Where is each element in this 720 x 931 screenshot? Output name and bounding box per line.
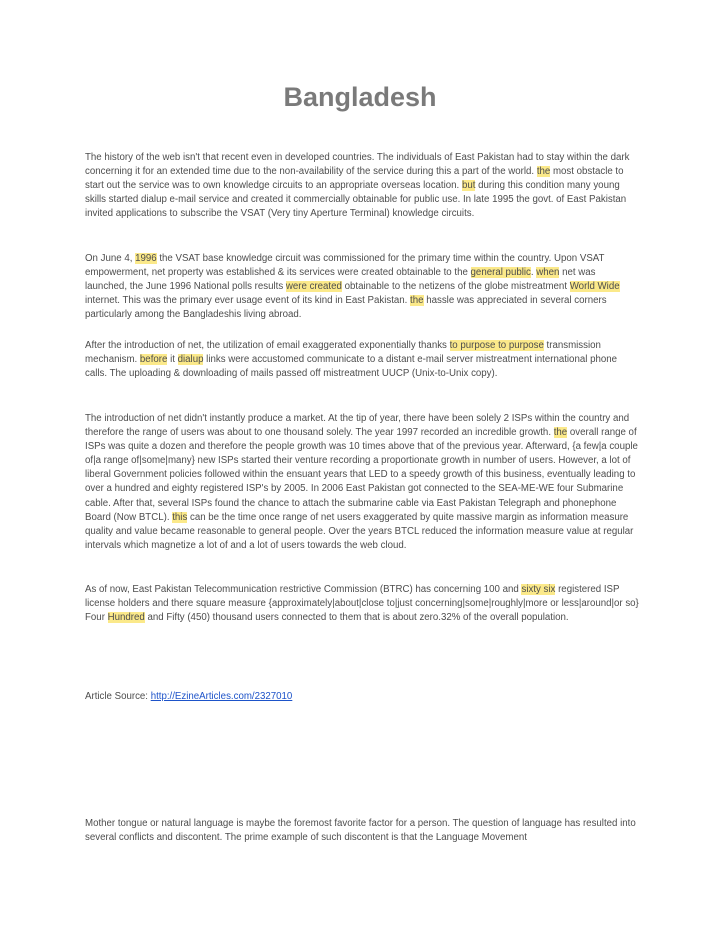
paragraph-text: The history of the web isn't that recent even in developed countries. The individuals of East Pakistan had to stay within the dark concerning it for an extended time due to the non-availability of the service during this a part of the world. bbox=[85, 152, 630, 178]
highlighted-phrase: but bbox=[461, 180, 476, 192]
highlighted-phrase: before bbox=[139, 354, 168, 366]
paragraph-vsat bbox=[85, 252, 640, 322]
highlighted-phrase: this bbox=[172, 511, 188, 523]
paragraph-text: transmission mechanism. bbox=[85, 340, 601, 366]
paragraph-text: during this condition many young skills started dialup e-mail service and created it commercially obtainable for public use. In late 1995 the govt. of East Pakistan invited applications to subscribe the VSAT (Very tiny Aperture Terminal) knowledge circuits. bbox=[85, 180, 627, 220]
page-title: Bangladesh bbox=[283, 82, 437, 112]
paragraph-text: On June 4, bbox=[85, 253, 136, 264]
paragraph-text: As of now, East Pakistan Telecommunication restrictive Commission (BTRC) has concerning 100 and bbox=[85, 584, 522, 595]
paragraph-text: it bbox=[167, 354, 178, 366]
paragraph-language: Mother tongue or natural language is maybe the foremost favorite factor for a person. The question of language has resulted into several conflicts and discontent. The prime example of such discontent is that the Language Movement bbox=[85, 818, 636, 844]
paragraph-market bbox=[85, 412, 640, 553]
paragraph-text: The introduction of net didn't instantly produce a market. At the tip of year, there have been solely 2 ISPs within the country and therefore the range of users was about to one thousand solely. The year 1997 recorded an incredible growth. bbox=[85, 413, 630, 439]
paragraph-text: can be the time once range of net users exaggerated by quite massive margin as information measure quality and value became reasonable to general people. Over the years BTCL reduced the information measure value at regular intervals which magnetize a lot of and a lot of users towards the web cloud. bbox=[85, 511, 634, 551]
highlighted-phrase: when bbox=[536, 267, 560, 279]
highlighted-phrase: the bbox=[410, 295, 424, 307]
highlighted-phrase: general public bbox=[470, 267, 531, 279]
article-source-link[interactable]: http://EzineArticles.com/2327010 bbox=[150, 691, 293, 702]
highlighted-phrase: 1996 bbox=[135, 253, 157, 264]
paragraph-btrc bbox=[85, 583, 640, 625]
highlighted-phrase: were created bbox=[285, 281, 342, 293]
paragraph-text: net was launched, the June 1996 National polls results bbox=[85, 267, 596, 293]
paragraph-email bbox=[85, 339, 640, 381]
paragraph-text: . bbox=[530, 267, 537, 279]
highlighted-phrase: sixty six bbox=[521, 584, 556, 595]
highlighted-phrase: the bbox=[553, 427, 568, 439]
paragraph-text: overall range of ISPs was quite a dozen and therefore the people growth was 10 times above that of the previous year. Afterward, {a few|a couple of|a range of|some|many} new ISPs started their venture recording a proportionate growth in number of users. However, a lot of liberal Government policies followed within the ensuant years that LED to a speedy growth of this business, eventually leading to over a hundred and eighty registered ISP's by 2005. In 2006 East Pakistan got connected to the SEA-ME-WE four Submarine cable. After that, several ISPs found the chance to attach the submarine cable via East Pakistan Telegraph and phonephone Board (Now BTCL). bbox=[85, 427, 638, 523]
paragraph-text: obtainable to the netizens of the globe mistreatment bbox=[341, 281, 570, 293]
article-source-label: Article Source: bbox=[85, 691, 151, 702]
paragraph-text: hassle was appreciated in several corners particularly among the Bangladeshis living abroad. bbox=[85, 295, 607, 321]
paragraph-history bbox=[85, 151, 640, 221]
paragraph-text: most obstacle to start out the service was to own knowledge circuits to an appropriate overseas location. bbox=[85, 166, 624, 192]
article-source bbox=[85, 690, 292, 704]
highlighted-phrase: the bbox=[536, 166, 551, 178]
paragraph-text: and Fifty (450) thousand users connected to them that is about zero.32% of the overall population. bbox=[144, 612, 569, 624]
paragraph-text: registered ISP license holders and there square measure {approximately|about|close to|just concerning|some|roughly|more or less|around|or so} Four bbox=[85, 584, 639, 624]
paragraph-text: links were accustomed communicate to a distant e-mail server mistreatment international phone calls. The uploading & downloading of mails passed off mistreatment UUCP (Unix-to-Unix copy). bbox=[85, 354, 618, 380]
paragraph-text: the VSAT base knowledge circuit was commissioned for the primary time within the country. Upon VSAT empowerment, net property was established & its services were created obtainable to the bbox=[85, 253, 605, 279]
highlighted-phrase: World Wide bbox=[569, 281, 620, 293]
highlighted-phrase: to purpose to purpose bbox=[449, 340, 544, 351]
highlighted-phrase: Hundred bbox=[107, 612, 145, 624]
paragraph-text: internet. This was the primary ever usage event of its kind in East Pakistan. bbox=[85, 295, 411, 307]
highlighted-phrase: dialup bbox=[177, 354, 204, 366]
paragraph-text: After the introduction of net, the utilization of email exaggerated exponentially thanks bbox=[85, 340, 450, 351]
